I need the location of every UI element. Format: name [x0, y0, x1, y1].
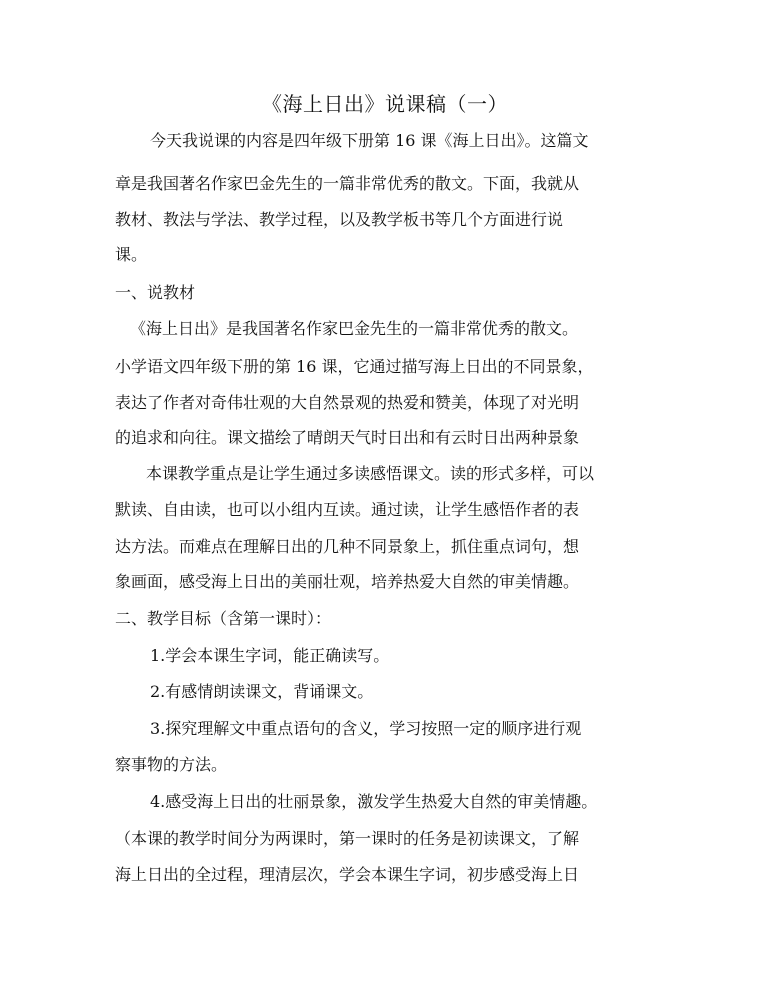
- list-item: 4.感受海上日出的壮丽景象，激发学生热爱大自然的审美情趣。: [150, 792, 598, 811]
- list-item: 2.有感情朗读课文，背诵课文。: [150, 682, 374, 701]
- list-item: 3.探究理解文中重点语句的含义，学习按照一定的顺序进行观: [150, 719, 582, 738]
- paragraph-line: 今天我说课的内容是四年级下册第 16 课《海上日出》。这篇文: [150, 131, 589, 150]
- paragraph-line: 默读、自由读，也可以小组内互读。通过读，让学生感悟作者的表: [115, 500, 580, 519]
- paragraph-line: 的追求和向往。课文描绘了晴朗天气时日出和有云时日出两种景象: [115, 428, 580, 447]
- list-item: 1.学会本课生字词，能正确读写。: [150, 646, 390, 665]
- paragraph-line: 本课教学重点是让学生通过多读感悟课文。读的形式多样，可以: [146, 464, 595, 483]
- paragraph-line: 课。: [115, 245, 148, 264]
- paragraph-line: 《海上日出》是我国著名作家巴金先生的一篇非常优秀的散文。: [130, 319, 579, 338]
- document-title: 《海上日出》说课稿（一）: [262, 92, 508, 116]
- section-heading: 二、教学目标（含第一课时）：: [115, 609, 332, 628]
- paragraph-line: 教材、教法与学法、教学过程，以及教学板书等几个方面进行说: [115, 210, 564, 229]
- paragraph-line: 表达了作者对奇伟壮观的大自然景观的热爱和赞美，体现了对光明: [115, 393, 580, 412]
- paragraph-line: 章是我国著名作家巴金先生的一篇非常优秀的散文。下面，我就从: [115, 174, 580, 193]
- paragraph-line: （本课的教学时间分为两课时，第一课时的任务是初读课文，了解: [115, 829, 580, 848]
- paragraph-line: 达方法。而难点在理解日出的几种不同景象上，抓住重点词句，想: [115, 537, 580, 556]
- paragraph-line: 察事物的方法。: [115, 755, 228, 774]
- paragraph-line: 海上日出的全过程，理清层次，学会本课生字词，初步感受海上日: [115, 865, 580, 884]
- paragraph-line: 象画面，感受海上日出的美丽壮观，培养热爱大自然的审美情趣。: [115, 572, 580, 591]
- paragraph-line: 小学语文四年级下册的第 16 课，它通过描写海上日出的不同景象，: [115, 357, 594, 376]
- section-heading: 一、说教材: [115, 283, 196, 302]
